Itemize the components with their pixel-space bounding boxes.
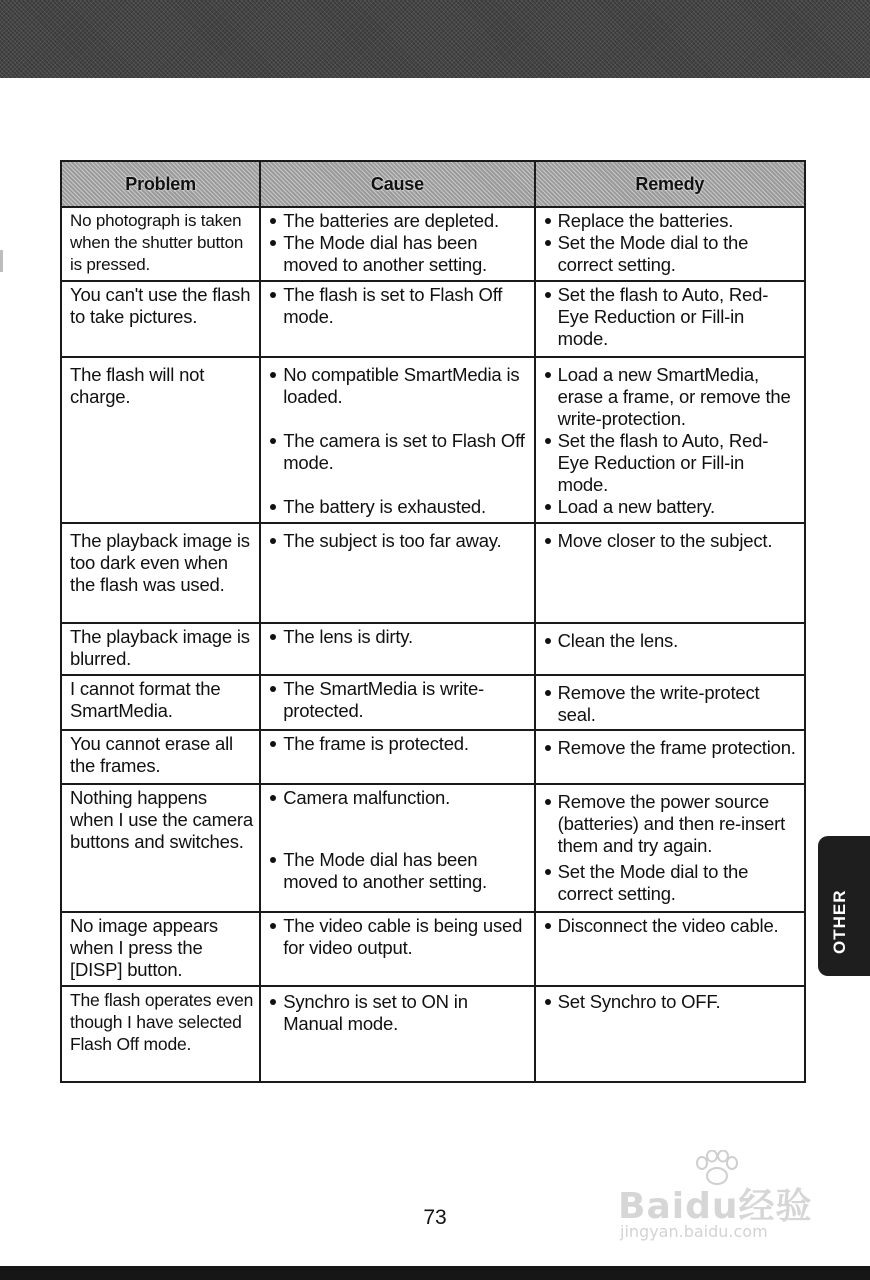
- section-tab-label: OTHER: [830, 889, 849, 954]
- table-row: [61, 730, 805, 784]
- remedy-cell: [535, 675, 805, 730]
- table-header-row: [61, 161, 805, 207]
- watermark-brand: Baidu经验: [618, 1186, 813, 1227]
- remedy-item: Set Synchro to OFF.: [544, 991, 798, 1013]
- remedy-cell: [535, 523, 805, 623]
- remedy-item: Set the Mode dial to the correct setting.: [544, 861, 798, 905]
- cause-item: The video cable is being used for video output.: [269, 915, 527, 959]
- cause-item: Synchro is set to ON in Manual mode.: [269, 991, 527, 1035]
- header-remedy: Remedy: [535, 161, 805, 207]
- remedy-cell: [535, 784, 805, 912]
- cause-item: No compatible SmartMedia is loaded.: [269, 364, 527, 408]
- remedy-cell: [535, 986, 805, 1082]
- remedy-item: Clean the lens.: [544, 630, 798, 652]
- table-row: [61, 675, 805, 730]
- remedy-item: Load a new battery.: [544, 496, 798, 518]
- remedy-item: Move closer to the subject.: [544, 530, 798, 552]
- cause-item: The SmartMedia is write-protected.: [269, 678, 527, 722]
- section-tab: [818, 836, 870, 976]
- remedy-item: Set the Mode dial to the correct setting.: [544, 232, 798, 276]
- troubleshooting-table: [60, 160, 806, 1083]
- cause-cell: [260, 523, 534, 623]
- problem-cell: You cannot erase all the frames.: [61, 730, 260, 784]
- header-problem: Problem: [61, 161, 260, 207]
- remedy-item: Remove the frame protection.: [544, 737, 798, 759]
- remedy-cell: [535, 912, 805, 986]
- footer-band: [0, 1266, 870, 1280]
- problem-cell: The flash will not charge.: [61, 357, 260, 523]
- cause-item: The camera is set to Flash Off mode.: [269, 430, 527, 474]
- cause-cell: [260, 207, 534, 281]
- table-row: [61, 986, 805, 1082]
- scan-mark: [0, 250, 3, 272]
- cause-cell: [260, 357, 534, 523]
- table-row: [61, 523, 805, 623]
- table-row: [61, 912, 805, 986]
- cause-cell: [260, 730, 534, 784]
- problem-cell: No image appears when I press the [DISP] button.: [61, 912, 260, 986]
- table-row: [61, 281, 805, 357]
- problem-cell: You can't use the flash to take pictures.: [61, 281, 260, 357]
- remedy-item: Remove the power source (batteries) and then re-insert them and try again.: [544, 791, 798, 857]
- watermark-url: jingyan.baidu.com: [620, 1222, 768, 1241]
- cause-item: The battery is exhausted.: [269, 496, 527, 518]
- remedy-cell: [535, 357, 805, 523]
- cause-item: The subject is too far away.: [269, 530, 527, 552]
- remedy-cell: [535, 207, 805, 281]
- table-row: [61, 207, 805, 281]
- problem-cell: The playback image is blurred.: [61, 623, 260, 675]
- problem-cell: Nothing happens when I use the camera buttons and switches.: [61, 784, 260, 912]
- cause-item: The flash is set to Flash Off mode.: [269, 284, 527, 328]
- remedy-item: Load a new SmartMedia, erase a frame, or remove the write-protection.: [544, 364, 798, 430]
- cause-cell: [260, 281, 534, 357]
- problem-cell: I cannot format the SmartMedia.: [61, 675, 260, 730]
- cause-item: The lens is dirty.: [269, 626, 527, 648]
- problem-cell: No photograph is taken when the shutter button is pressed.: [61, 207, 260, 281]
- cause-item: The Mode dial has been moved to another setting.: [269, 849, 527, 893]
- cause-cell: [260, 912, 534, 986]
- cause-item: The frame is protected.: [269, 733, 527, 755]
- cause-cell: [260, 675, 534, 730]
- remedy-cell: [535, 730, 805, 784]
- remedy-cell: [535, 281, 805, 357]
- remedy-cell: [535, 623, 805, 675]
- remedy-item: Set the flash to Auto, Red-Eye Reduction or Fill-in mode.: [544, 284, 798, 350]
- cause-item: The Mode dial has been moved to another setting.: [269, 232, 527, 276]
- remedy-item: Replace the batteries.: [544, 210, 798, 232]
- remedy-item: Remove the write-protect seal.: [544, 682, 798, 726]
- remedy-item: Disconnect the video cable.: [544, 915, 798, 937]
- remedy-item: Set the flash to Auto, Red-Eye Reduction or Fill-in mode.: [544, 430, 798, 496]
- page-number: 73: [423, 1206, 447, 1229]
- table-row: [61, 784, 805, 912]
- table-row: [61, 357, 805, 523]
- watermark: [616, 1150, 826, 1250]
- header-band: [0, 0, 870, 78]
- header-cause: Cause: [260, 161, 534, 207]
- problem-cell: The playback image is too dark even when the flash was used.: [61, 523, 260, 623]
- cause-item: The batteries are depleted.: [269, 210, 527, 232]
- table-row: [61, 623, 805, 675]
- cause-item: Camera malfunction.: [269, 787, 527, 809]
- cause-cell: [260, 986, 534, 1082]
- problem-cell: The flash operates even though I have selected Flash Off mode.: [61, 986, 260, 1082]
- cause-cell: [260, 623, 534, 675]
- cause-cell: [260, 784, 534, 912]
